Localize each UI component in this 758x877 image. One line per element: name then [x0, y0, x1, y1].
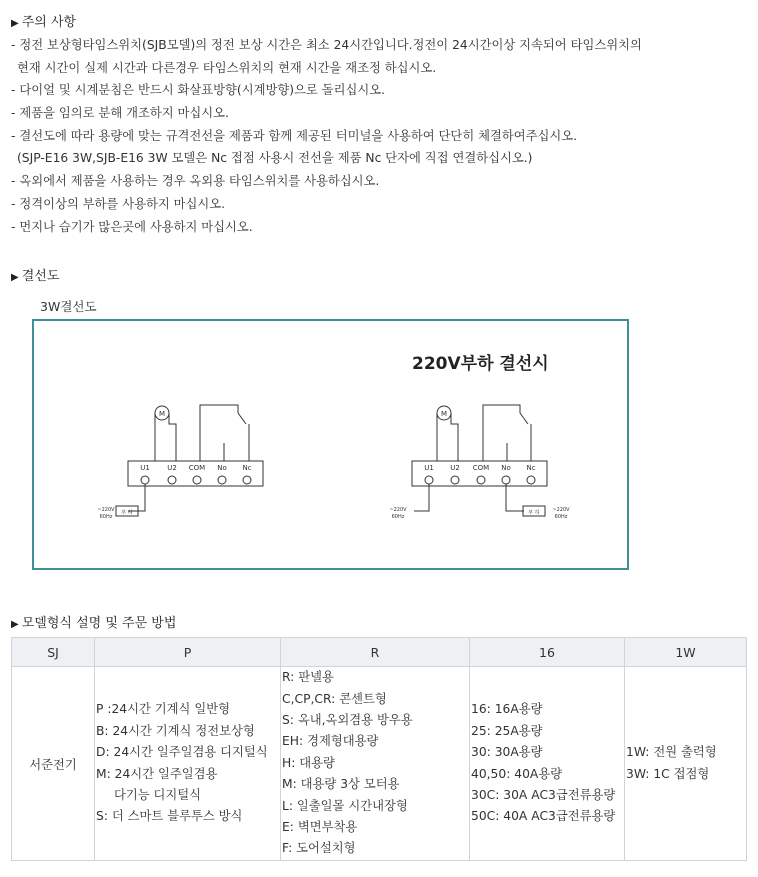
usage-line: R: 판넬용	[282, 670, 334, 685]
voltage-label: ~220V	[97, 507, 115, 513]
triangle-bullet-icon: ▶	[11, 18, 19, 29]
motor-label: M	[158, 410, 166, 418]
terminal-label: U1	[424, 464, 434, 472]
load-label: 부 하	[121, 510, 133, 516]
header-cell: 1W	[625, 638, 747, 667]
terminal-label: U2	[167, 464, 177, 472]
header-cell: SJ	[12, 638, 95, 667]
load-wiring-title: 220V부하 결선시	[412, 354, 549, 374]
caution-title: ▶ 주의 사항	[11, 15, 77, 30]
usage-line: EH: 경제형대용량	[282, 734, 379, 749]
output-cell	[625, 667, 747, 861]
freq-label: 60Hz	[99, 514, 113, 520]
caution-line: 현재 시간이 실제 시간과 다른경우 타임스위치의 현재 시간을 재조정 하십시오.	[17, 60, 437, 75]
freq-label: 60Hz	[391, 514, 405, 520]
caution-line: - 정격이상의 부하를 사용하지 마십시오.	[11, 196, 226, 211]
usage-cell	[281, 667, 470, 861]
caution-line: - 먼지나 습기가 많은곳에 사용하지 마십시오.	[11, 219, 253, 234]
usage-line: L: 일출일몰 시간내장형	[282, 798, 408, 813]
triangle-bullet-icon: ▶	[11, 619, 19, 630]
triangle-bullet-icon: ▶	[11, 272, 19, 283]
terminal-label: U2	[450, 464, 460, 472]
caution-line: - 제품을 임의로 분해 개조하지 마십시오.	[11, 106, 229, 121]
capacity-cell	[470, 667, 625, 861]
caution-line: - 옥외에서 제품을 사용하는 경우 옥외용 타임스위치를 사용하십시오.	[11, 174, 380, 189]
type-line: 다기능 디지털식	[114, 787, 202, 802]
terminal-label: COM	[188, 464, 206, 472]
capacity-line: 50C: 40A AC3급전류용량	[471, 809, 616, 824]
usage-line: F: 도어설치형	[282, 841, 356, 856]
caution-line: - 정전 보상형타임스위치(SJB모델)의 정전 보상 시간은 최소 24시간입니다.정전이 24시간이상 지속되어 타임스위치의	[11, 38, 642, 52]
capacity-line: 30C: 30A AC3급전류용량	[471, 787, 616, 802]
wiring-subtitle: 3W결선도	[40, 299, 97, 314]
caution-list	[11, 34, 746, 238]
usage-line: E: 벽면부착용	[282, 820, 358, 835]
caution-line: (SJP-E16 3W,SJB-E16 3W 모델은 Nc 접점 사용시 전선을 제품 Nc 단자에 직접 연결하십시오.)	[17, 151, 533, 166]
model-title: ▶ 모델형식 설명 및 주문 방법	[11, 616, 177, 631]
wiring-diagram	[32, 319, 629, 570]
capacity-line: 25: 25A용량	[471, 723, 543, 738]
header-cell: 16	[470, 638, 625, 667]
terminal-label: Nc	[242, 464, 252, 472]
terminal-label: No	[217, 464, 227, 472]
type-line: D: 24시간 일주일겸용 디지털식	[96, 745, 268, 760]
header-cell: P	[95, 638, 281, 667]
caution-line: - 결선도에 따라 용량에 맞는 규격전선을 제품과 함께 제공된 터미널을 사용하여 단단히 체결하여주십시오.	[11, 128, 578, 143]
type-line: S: 더 스마트 블루투스 방식	[96, 809, 243, 824]
terminal-label: COM	[472, 464, 490, 472]
motor-label: M	[440, 410, 448, 418]
load-label: 부 하	[528, 510, 540, 516]
type-line: B: 24시간 기계식 정전보상형	[96, 723, 255, 738]
terminal-label: U1	[140, 464, 150, 472]
output-line: 1W: 전원 출력형	[626, 745, 717, 760]
terminal-label: Nc	[526, 464, 536, 472]
type-line: P :24시간 기계식 일반형	[96, 702, 230, 717]
type-line: M: 24시간 일주일겸용	[96, 766, 218, 781]
usage-line: C,CP,CR: 콘센트형	[282, 691, 387, 706]
usage-line: M: 대용량 3상 모터용	[282, 777, 400, 792]
capacity-line: 30: 30A용량	[471, 745, 543, 760]
header-cell: R	[281, 638, 470, 667]
model-table	[11, 637, 747, 861]
output-line: 3W: 1C 접점형	[626, 766, 710, 781]
wiring-title: ▶ 결선도	[11, 269, 60, 284]
usage-line: H: 대용량	[282, 755, 335, 770]
voltage-label: ~220V	[552, 507, 570, 513]
capacity-line: 40,50: 40A용량	[471, 766, 563, 781]
table-header-row	[12, 638, 747, 667]
type-cell	[95, 667, 281, 861]
freq-label: 60Hz	[554, 514, 568, 520]
table-row	[12, 667, 747, 861]
voltage-label: ~220V	[389, 507, 407, 513]
maker-cell: 서준전기	[12, 667, 95, 861]
capacity-line: 16: 16A용량	[471, 702, 543, 717]
usage-line: S: 옥내,옥외겸용 방우용	[282, 712, 413, 727]
terminal-label: No	[501, 464, 511, 472]
wiring-schematic	[34, 321, 627, 568]
caution-line: - 다이얼 및 시계분침은 반드시 화살표방향(시계방향)으로 돌리십시오.	[11, 83, 386, 98]
